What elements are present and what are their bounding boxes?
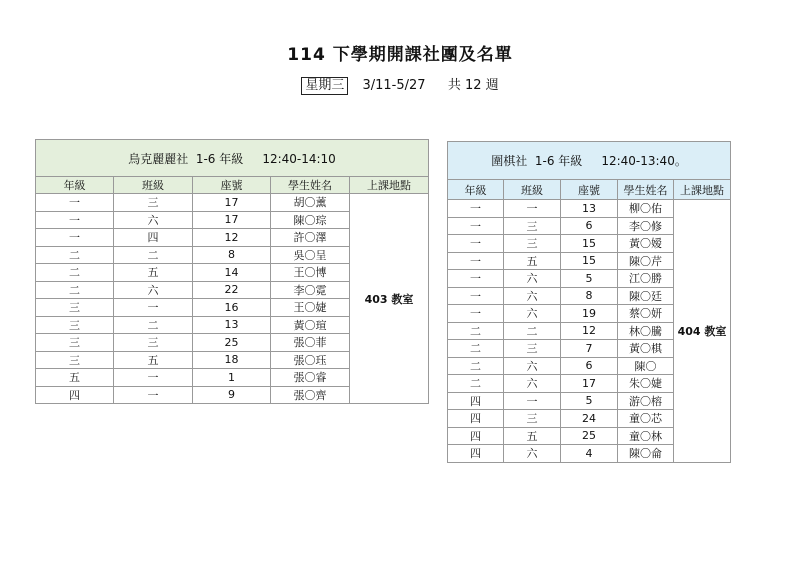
grade-cell: 二 <box>36 281 114 299</box>
class-cell: 五 <box>504 427 561 445</box>
student-name-cell: 張〇齊 <box>271 386 350 404</box>
seat-number-cell: 1 <box>193 369 271 387</box>
student-name-cell: 吳〇呈 <box>271 246 350 264</box>
class-cell: 一 <box>114 369 193 387</box>
date-range: 3/11-5/27 <box>362 78 426 93</box>
student-name-cell: 陳〇 <box>618 357 674 375</box>
class-cell: 二 <box>114 316 193 334</box>
student-name-cell: 王〇婕 <box>271 299 350 317</box>
class-cell: 一 <box>114 299 193 317</box>
grade-cell: 五 <box>36 369 114 387</box>
weekday-label: 星期三 <box>301 77 348 95</box>
grade-cell: 一 <box>448 252 504 270</box>
class-cell: 一 <box>504 200 561 218</box>
column-header: 座號 <box>561 180 618 200</box>
student-name-cell: 童〇林 <box>618 427 674 445</box>
grade-cell: 四 <box>448 410 504 428</box>
column-header: 座號 <box>193 177 271 194</box>
class-cell: 三 <box>114 334 193 352</box>
seat-number-cell: 4 <box>561 445 618 463</box>
student-name-cell: 胡〇薰 <box>271 194 350 212</box>
club-header: 圍棋社 1-6 年級 12:40-13:40。 <box>448 142 731 180</box>
grade-cell: 一 <box>36 211 114 229</box>
class-cell: 三 <box>504 235 561 253</box>
column-header: 年級 <box>448 180 504 200</box>
column-header: 年級 <box>36 177 114 194</box>
grade-cell: 二 <box>36 246 114 264</box>
week-count: 共 12 週 <box>447 78 499 93</box>
student-name-cell: 黃〇嫒 <box>618 235 674 253</box>
class-cell: 一 <box>504 392 561 410</box>
location-cell: 403 教室 <box>350 194 429 404</box>
grade-cell: 二 <box>448 322 504 340</box>
student-name-cell: 江〇勝 <box>618 270 674 288</box>
grade-cell: 四 <box>448 445 504 463</box>
grade-cell: 一 <box>36 194 114 212</box>
seat-number-cell: 25 <box>193 334 271 352</box>
class-cell: 三 <box>504 217 561 235</box>
seat-number-cell: 17 <box>193 211 271 229</box>
class-cell: 六 <box>504 305 561 323</box>
class-cell: 三 <box>114 194 193 212</box>
seat-number-cell: 25 <box>561 427 618 445</box>
seat-number-cell: 18 <box>193 351 271 369</box>
grade-cell: 三 <box>36 299 114 317</box>
column-header: 班級 <box>504 180 561 200</box>
class-cell: 六 <box>114 281 193 299</box>
grade-cell: 一 <box>448 235 504 253</box>
class-cell: 一 <box>114 386 193 404</box>
student-name-cell: 黃〇瑄 <box>271 316 350 334</box>
column-header: 班級 <box>114 177 193 194</box>
class-cell: 五 <box>504 252 561 270</box>
class-cell: 五 <box>114 351 193 369</box>
student-name-cell: 朱〇婕 <box>618 375 674 393</box>
column-header: 上課地點 <box>674 180 731 200</box>
seat-number-cell: 12 <box>561 322 618 340</box>
grade-cell: 一 <box>448 200 504 218</box>
seat-number-cell: 13 <box>193 316 271 334</box>
student-name-cell: 童〇芯 <box>618 410 674 428</box>
class-cell: 三 <box>504 340 561 358</box>
seat-number-cell: 8 <box>193 246 271 264</box>
grade-cell: 四 <box>448 427 504 445</box>
seat-number-cell: 13 <box>561 200 618 218</box>
grade-cell: 一 <box>36 229 114 247</box>
club-header-row <box>448 142 731 180</box>
seat-number-cell: 5 <box>561 392 618 410</box>
grade-cell: 一 <box>448 287 504 305</box>
table-row <box>448 200 731 218</box>
seat-number-cell: 17 <box>561 375 618 393</box>
seat-number-cell: 5 <box>561 270 618 288</box>
seat-number-cell: 6 <box>561 357 618 375</box>
column-header-row <box>36 177 429 194</box>
column-header-row <box>448 180 731 200</box>
student-name-cell: 柳〇佑 <box>618 200 674 218</box>
student-name-cell: 張〇菲 <box>271 334 350 352</box>
page-title: 114 下學期開課社團及名單 <box>287 45 513 65</box>
grade-cell: 二 <box>448 340 504 358</box>
club-header: 烏克麗麗社 1-6 年級 12:40-14:10 <box>36 140 429 177</box>
grade-cell: 三 <box>36 334 114 352</box>
go-club-table <box>447 141 731 463</box>
seat-number-cell: 19 <box>561 305 618 323</box>
class-cell: 六 <box>504 375 561 393</box>
seat-number-cell: 16 <box>193 299 271 317</box>
seat-number-cell: 15 <box>561 235 618 253</box>
schedule-info <box>0 74 800 95</box>
class-cell: 二 <box>114 246 193 264</box>
ukulele-club-table <box>35 139 429 404</box>
club-header-row <box>36 140 429 177</box>
grade-cell: 一 <box>448 305 504 323</box>
student-name-cell: 張〇珏 <box>271 351 350 369</box>
student-name-cell: 黃〇棋 <box>618 340 674 358</box>
grade-cell: 一 <box>448 217 504 235</box>
grade-cell: 四 <box>448 392 504 410</box>
class-cell: 六 <box>504 445 561 463</box>
grade-cell: 二 <box>448 357 504 375</box>
grade-cell: 四 <box>36 386 114 404</box>
seat-number-cell: 24 <box>561 410 618 428</box>
student-name-cell: 林〇騰 <box>618 322 674 340</box>
class-cell: 六 <box>504 270 561 288</box>
class-cell: 六 <box>504 357 561 375</box>
student-name-cell: 陳〇芹 <box>618 252 674 270</box>
student-name-cell: 陳〇侖 <box>618 445 674 463</box>
column-header: 上課地點 <box>350 177 429 194</box>
class-cell: 二 <box>504 322 561 340</box>
student-name-cell: 李〇霓 <box>271 281 350 299</box>
student-name-cell: 陳〇廷 <box>618 287 674 305</box>
grade-cell: 二 <box>448 375 504 393</box>
seat-number-cell: 15 <box>561 252 618 270</box>
class-cell: 六 <box>114 211 193 229</box>
seat-number-cell: 17 <box>193 194 271 212</box>
student-name-cell: 李〇修 <box>618 217 674 235</box>
seat-number-cell: 7 <box>561 340 618 358</box>
student-name-cell: 陳〇琮 <box>271 211 350 229</box>
table-row <box>36 194 429 212</box>
student-name-cell: 蔡〇妍 <box>618 305 674 323</box>
seat-number-cell: 14 <box>193 264 271 282</box>
grade-cell: 二 <box>36 264 114 282</box>
student-name-cell: 王〇博 <box>271 264 350 282</box>
column-header: 學生姓名 <box>271 177 350 194</box>
student-name-cell: 張〇睿 <box>271 369 350 387</box>
seat-number-cell: 22 <box>193 281 271 299</box>
column-header: 學生姓名 <box>618 180 674 200</box>
location-cell: 404 教室 <box>674 200 731 463</box>
seat-number-cell: 8 <box>561 287 618 305</box>
seat-number-cell: 12 <box>193 229 271 247</box>
seat-number-cell: 9 <box>193 386 271 404</box>
class-cell: 四 <box>114 229 193 247</box>
student-name-cell: 許〇澤 <box>271 229 350 247</box>
class-cell: 六 <box>504 287 561 305</box>
class-cell: 五 <box>114 264 193 282</box>
grade-cell: 三 <box>36 351 114 369</box>
seat-number-cell: 6 <box>561 217 618 235</box>
grade-cell: 三 <box>36 316 114 334</box>
student-name-cell: 游〇榕 <box>618 392 674 410</box>
grade-cell: 一 <box>448 270 504 288</box>
class-cell: 三 <box>504 410 561 428</box>
